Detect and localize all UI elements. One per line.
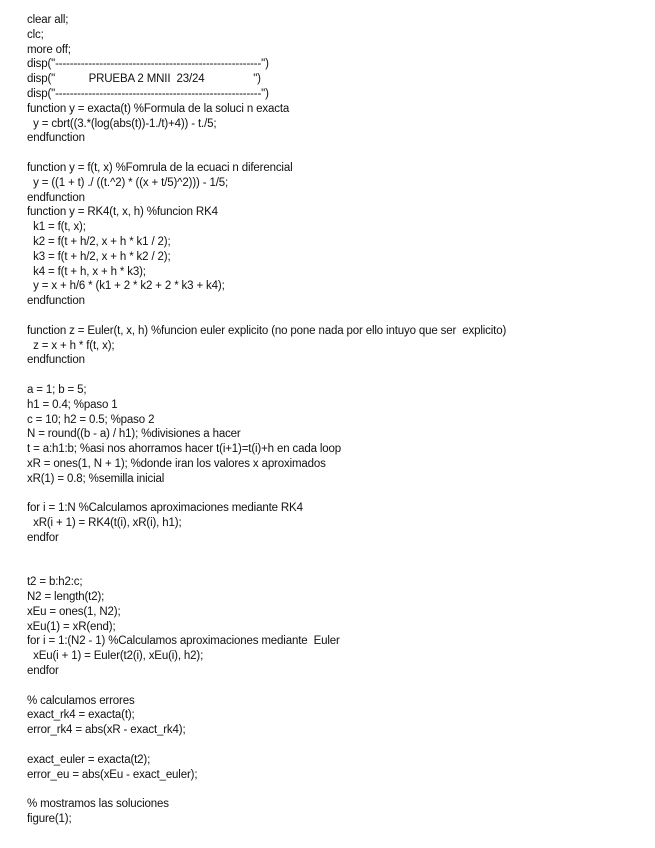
code-line: k1 = f(t, x); — [27, 221, 86, 234]
code-line: error_eu = abs(xEu - exact_euler); — [27, 768, 198, 781]
code-line — [27, 738, 647, 753]
code-line: N = round((b - a) / h1); %divisiones a hacer — [27, 428, 241, 441]
code-line: xR(1) = 0.8; %semilla inicial — [27, 472, 165, 485]
code-line: t2 = b:h2:c; — [27, 576, 83, 589]
code-line — [27, 560, 647, 575]
code-line: a = 1; b = 5; — [27, 383, 87, 396]
code-line: k4 = f(t + h, x + h * k3); — [27, 265, 146, 278]
code-line: k2 = f(t + h/2, x + h * k1 / 2); — [27, 235, 171, 248]
code-line: endfor — [27, 531, 59, 544]
code-line: figure(1); — [27, 813, 72, 826]
code-line: t = a:h1:b; %asi nos ahorramos hacer t(i+1)=t(i)+h en cada loop — [27, 443, 342, 456]
code-line: endfor — [27, 665, 59, 678]
code-line: disp("--------------------------------------------------------") — [27, 58, 269, 71]
code-line: exact_euler = exacta(t2); — [27, 753, 151, 766]
code-listing — [27, 13, 647, 827]
code-line: xEu = ones(1, N2); — [27, 605, 121, 618]
code-line: xEu(1) = xR(end); — [27, 620, 116, 633]
code-line: h1 = 0.4; %paso 1 — [27, 398, 118, 411]
code-line: disp(" PRUEBA 2 MNII 23/24 ") — [27, 73, 261, 86]
code-line — [27, 309, 647, 324]
code-line: N2 = length(t2); — [27, 591, 105, 604]
code-line: more off; — [27, 43, 71, 56]
code-line — [27, 782, 647, 797]
code-line: xR(i + 1) = RK4(t(i), xR(i), h1); — [27, 517, 182, 530]
code-line: y = ((1 + t) ./ ((t.^2) * ((x + t/5)^2))) - 1/5; — [27, 176, 229, 189]
code-line: xEu(i + 1) = Euler(t2(i), xEu(i), h2); — [27, 650, 204, 663]
code-line: function y = f(t, x) %Fomrula de la ecuaci n diferencial — [27, 161, 293, 174]
code-line — [27, 679, 647, 694]
code-line — [27, 546, 647, 561]
code-line: endfunction — [27, 191, 85, 204]
code-line: % calculamos errores — [27, 694, 135, 707]
code-line: for i = 1:(N2 - 1) %Calculamos aproximaciones mediante Euler — [27, 635, 340, 648]
code-line: endfunction — [27, 132, 85, 145]
code-line: k3 = f(t + h/2, x + h * k2 / 2); — [27, 250, 171, 263]
code-line: y = x + h/6 * (k1 + 2 * k2 + 2 * k3 + k4); — [27, 280, 225, 293]
code-line: c = 10; h2 = 0.5; %paso 2 — [27, 413, 155, 426]
code-line: xR = ones(1, N + 1); %donde iran los valores x aproximados — [27, 457, 326, 470]
code-line — [27, 368, 647, 383]
code-line: exact_rk4 = exacta(t); — [27, 709, 135, 722]
code-line: % mostramos las soluciones — [27, 798, 169, 811]
code-line: clear all; — [27, 14, 69, 26]
code-line: endfunction — [27, 295, 85, 308]
code-line — [27, 487, 647, 502]
code-line: for i = 1:N %Calculamos aproximaciones mediante RK4 — [27, 502, 303, 515]
code-line — [27, 146, 647, 161]
code-line: function z = Euler(t, x, h) %funcion euler explicito (no pone nada por ello intuyo que ser explicito) — [27, 324, 507, 337]
code-line: z = x + h * f(t, x); — [27, 339, 115, 352]
code-line: endfunction — [27, 354, 85, 367]
code-line: disp("--------------------------------------------------------") — [27, 87, 269, 100]
code-line: function y = exacta(t) %Formula de la soluci n exacta — [27, 102, 290, 115]
code-line: error_rk4 = abs(xR - exact_rk4); — [27, 724, 186, 737]
code-line: function y = RK4(t, x, h) %funcion RK4 — [27, 206, 218, 219]
code-line: clc; — [27, 28, 44, 41]
code-line: y = cbrt((3.*(log(abs(t))-1./t)+4)) - t./5; — [27, 117, 217, 130]
